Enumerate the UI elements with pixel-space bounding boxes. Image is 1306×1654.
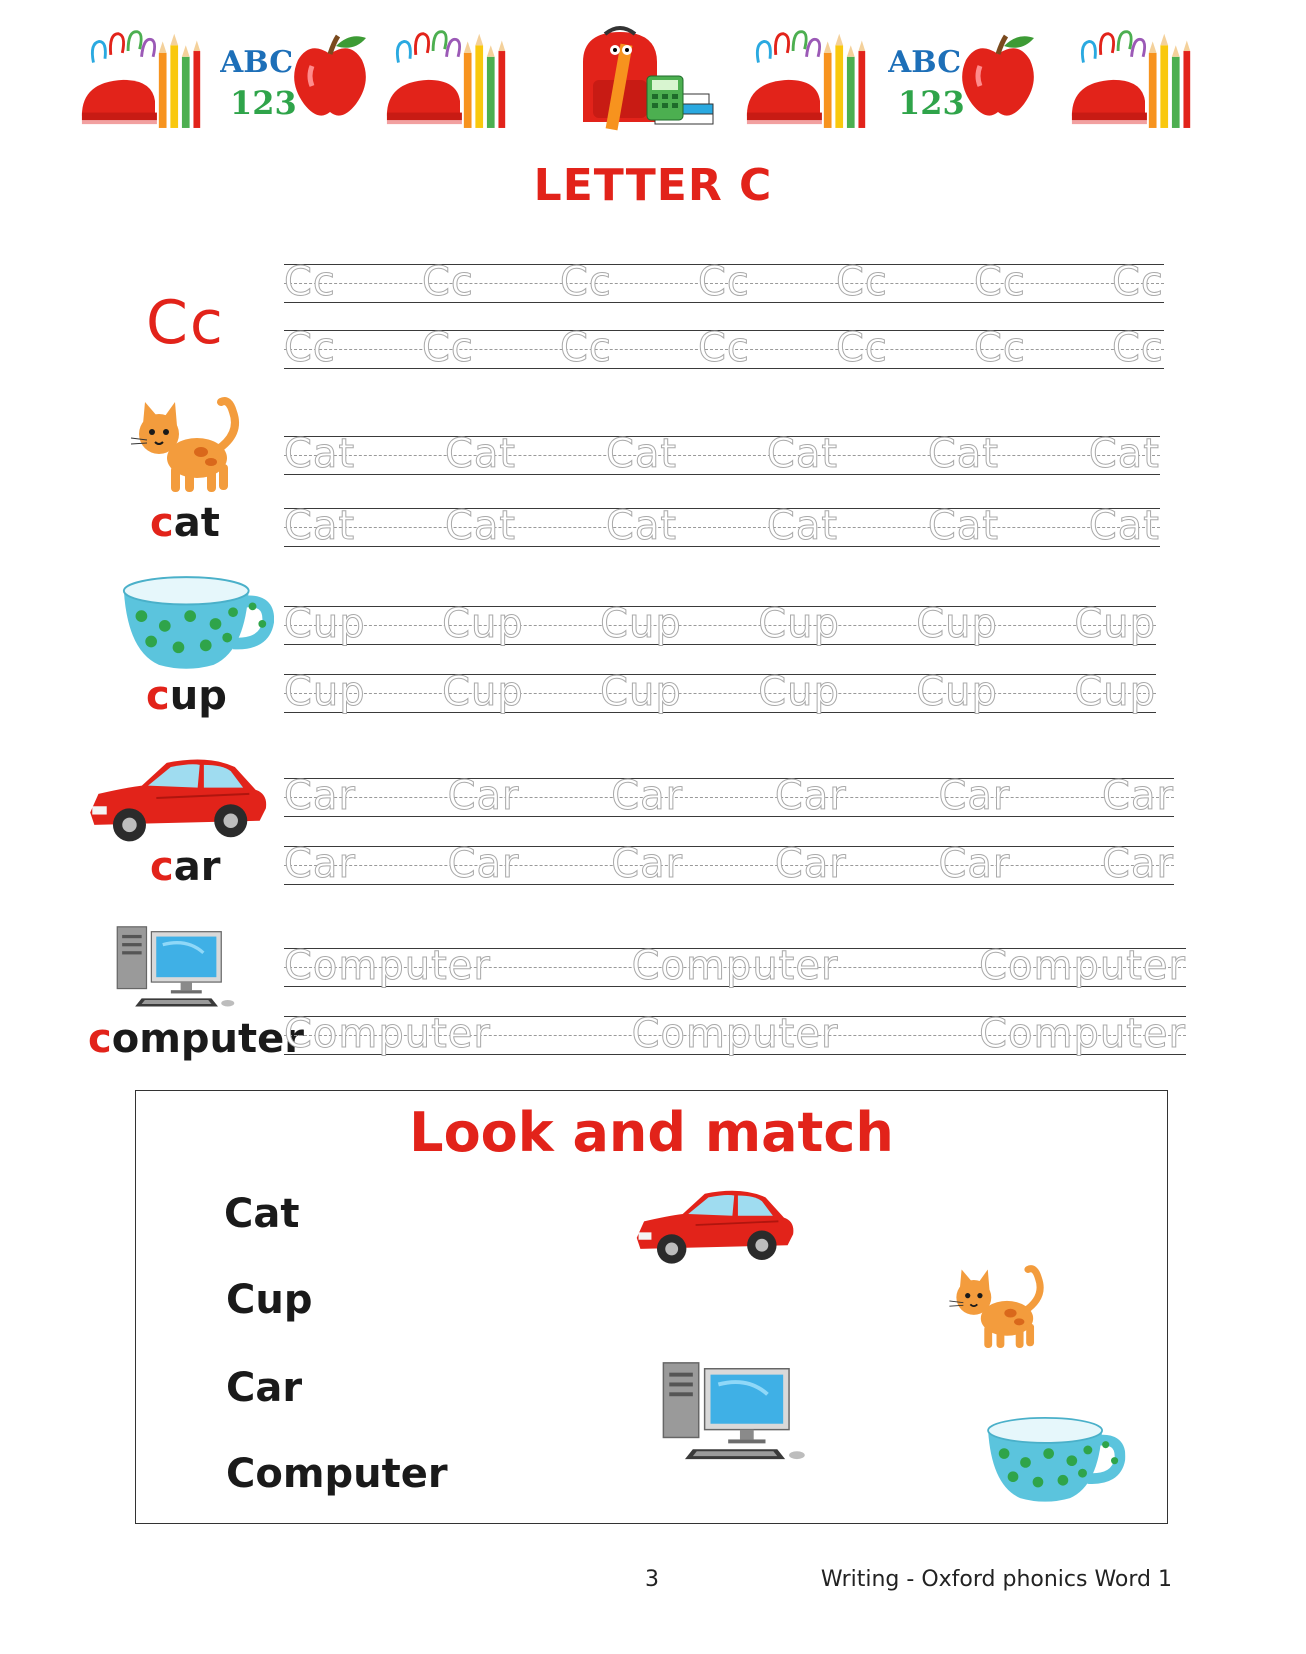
trace-word: Cup xyxy=(442,669,524,715)
match-cat-icon[interactable] xyxy=(936,1259,1064,1355)
match-word-cat[interactable]: Cat xyxy=(224,1191,300,1237)
trace-word: Cup xyxy=(1074,669,1156,715)
trace-words xyxy=(284,668,1156,716)
trace-word: Car xyxy=(1102,841,1174,887)
computer-icon xyxy=(114,910,244,1020)
trace-words xyxy=(284,1010,1186,1058)
trace-row-cat-1[interactable] xyxy=(284,431,1160,477)
word-label-computer: computer xyxy=(88,1016,304,1062)
trace-word: Cc xyxy=(422,325,474,371)
trace-word: Cup xyxy=(284,601,366,647)
abc-123-apple-icon xyxy=(888,22,1038,142)
trace-row-computer-2[interactable] xyxy=(284,1011,1186,1057)
page-number: 3 xyxy=(645,1567,659,1592)
trace-word: Cat xyxy=(605,431,678,477)
trace-row-letter-2[interactable] xyxy=(284,325,1164,371)
trace-word: Cc xyxy=(1112,325,1164,371)
trace-word: Cup xyxy=(1074,601,1156,647)
page-title: LETTER C xyxy=(533,160,773,211)
book-title: Writing - Oxford phonics Word 1 xyxy=(820,1567,1172,1592)
trace-word: Car xyxy=(938,841,1011,887)
trace-row-letter-1[interactable] xyxy=(284,259,1164,305)
trace-words xyxy=(284,840,1174,888)
trace-word: Computer xyxy=(284,1011,491,1057)
trace-word: Car xyxy=(774,841,847,887)
trace-words xyxy=(284,430,1160,478)
trace-word: Cc xyxy=(560,259,612,305)
trace-word: Car xyxy=(611,773,684,819)
word-label-car: car xyxy=(150,844,221,890)
trace-row-cup-2[interactable] xyxy=(284,669,1156,715)
trace-row-cat-2[interactable] xyxy=(284,503,1160,549)
trace-words xyxy=(284,772,1174,820)
stationery-icon xyxy=(1070,22,1195,142)
match-title: Look and match xyxy=(409,1101,894,1164)
num-text: 123 xyxy=(230,84,297,122)
trace-row-computer-1[interactable] xyxy=(284,943,1186,989)
car-icon xyxy=(84,746,270,850)
trace-word: Cc xyxy=(698,259,750,305)
match-computer-icon[interactable] xyxy=(658,1355,818,1463)
trace-word: Cc xyxy=(974,325,1026,371)
trace-word: Cup xyxy=(758,601,840,647)
match-box xyxy=(135,1090,1168,1524)
trace-row-car-2[interactable] xyxy=(284,841,1174,887)
match-word-computer[interactable]: Computer xyxy=(226,1451,448,1497)
trace-word: Car xyxy=(1102,773,1174,819)
trace-word: Cup xyxy=(916,669,998,715)
trace-word: Cup xyxy=(600,601,682,647)
cup-icon xyxy=(118,566,274,676)
big-letter-cc: Cc xyxy=(146,288,225,358)
trace-word: Cat xyxy=(766,431,839,477)
trace-words xyxy=(284,258,1164,306)
word-label-cat: cat xyxy=(150,500,220,546)
trace-words xyxy=(284,942,1186,990)
trace-word: Cat xyxy=(766,503,839,549)
trace-word: Cat xyxy=(284,431,356,477)
trace-word: Computer xyxy=(979,1011,1186,1057)
trace-word: Cc xyxy=(284,259,336,305)
trace-word: Cc xyxy=(284,325,336,371)
trace-words xyxy=(284,502,1160,550)
trace-word: Cup xyxy=(284,669,366,715)
trace-word: Computer xyxy=(979,943,1186,989)
trace-word: Cc xyxy=(560,325,612,371)
trace-word: Cup xyxy=(758,669,840,715)
trace-word: Cup xyxy=(442,601,524,647)
abc-text: ABC xyxy=(220,45,294,80)
trace-word: Cat xyxy=(444,503,517,549)
trace-word: Cat xyxy=(284,503,356,549)
num-text: 123 xyxy=(898,84,965,122)
trace-word: Cup xyxy=(916,601,998,647)
stationery-icon xyxy=(80,22,205,142)
cat-icon xyxy=(128,390,250,500)
stationery-icon xyxy=(385,22,510,142)
trace-word: Car xyxy=(774,773,847,819)
match-word-car[interactable]: Car xyxy=(226,1365,303,1411)
trace-row-car-1[interactable] xyxy=(284,773,1174,819)
match-word-cup[interactable]: Cup xyxy=(226,1277,313,1323)
trace-word: Cat xyxy=(605,503,678,549)
trace-word: Cc xyxy=(836,259,888,305)
trace-word: Computer xyxy=(284,943,491,989)
stationery-icon xyxy=(745,22,870,142)
trace-word: Car xyxy=(284,773,356,819)
abc-123-apple-icon xyxy=(220,22,370,142)
word-label-cup: cup xyxy=(146,673,227,719)
trace-word: Cat xyxy=(1088,503,1160,549)
trace-word: Cat xyxy=(444,431,517,477)
match-cup-icon[interactable] xyxy=(974,1409,1134,1507)
trace-word: Cc xyxy=(836,325,888,371)
trace-word: Cc xyxy=(698,325,750,371)
trace-word: Cc xyxy=(422,259,474,305)
trace-word: Computer xyxy=(631,943,839,989)
trace-word: Cat xyxy=(927,503,999,549)
trace-words xyxy=(284,324,1164,372)
trace-row-cup-1[interactable] xyxy=(284,601,1156,647)
trace-word: Cc xyxy=(1112,259,1164,305)
trace-word: Car xyxy=(284,841,356,887)
trace-word: Cat xyxy=(1088,431,1160,477)
trace-word: Car xyxy=(447,841,520,887)
trace-word: Cup xyxy=(600,669,682,715)
trace-word: Car xyxy=(611,841,684,887)
trace-word: Computer xyxy=(631,1011,839,1057)
match-car-icon[interactable] xyxy=(618,1179,810,1271)
trace-word: Car xyxy=(938,773,1011,819)
header-decoration xyxy=(80,22,1226,142)
trace-word: Car xyxy=(447,773,520,819)
abc-text: ABC xyxy=(888,45,962,80)
trace-word: Cat xyxy=(927,431,999,477)
trace-word: Cc xyxy=(974,259,1026,305)
backpack-books-icon xyxy=(565,22,715,142)
trace-words xyxy=(284,600,1156,648)
